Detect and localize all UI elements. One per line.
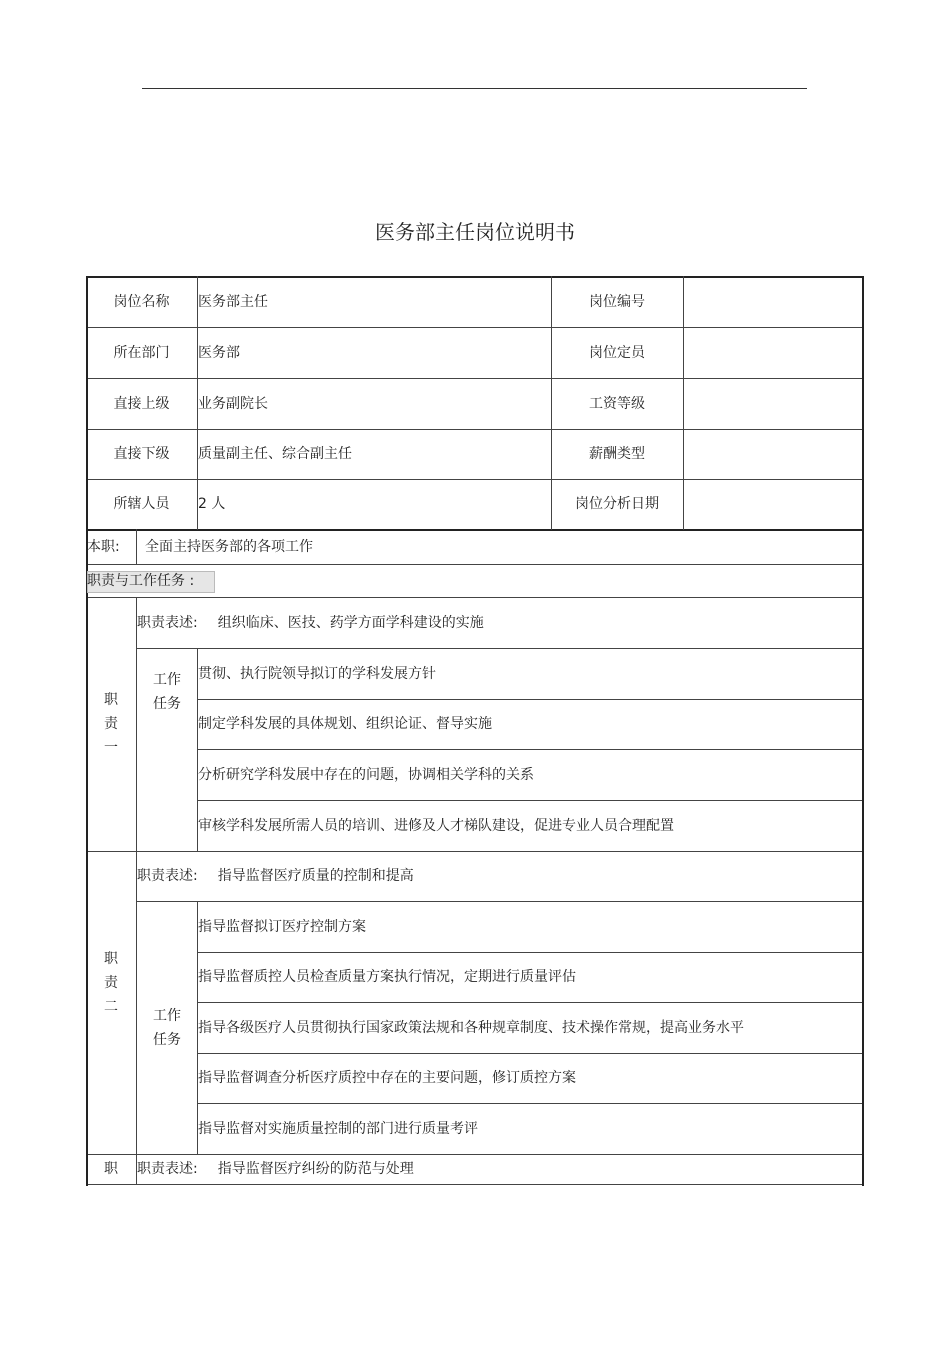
dept-value: 医务部 — [198, 344, 240, 361]
resp3-desc-label: 职责表述: — [137, 1161, 198, 1177]
headcount-value — [684, 327, 862, 378]
salary-grade-value — [684, 378, 862, 429]
table-border-bottom — [86, 1184, 864, 1185]
duty-label: 本职: — [87, 539, 120, 555]
dept-label: 所在部门 — [113, 344, 170, 361]
resp3-side-label: 职 — [104, 1161, 118, 1177]
subordinate-value: 质量副主任、综合副主任 — [198, 446, 352, 462]
resp2-side-char: 二 — [104, 998, 118, 1015]
analysis-date-label: 岗位分析日期 — [575, 496, 659, 512]
page-title: 医务部主任岗位说明书 — [375, 220, 575, 244]
position-name-label: 岗位名称 — [113, 293, 170, 310]
pay-type-label: 薪酬类型 — [589, 446, 645, 462]
salary-grade-label: 工资等级 — [589, 395, 645, 412]
superior-label: 直接上级 — [113, 395, 170, 412]
job-description-table — [86, 276, 864, 1186]
resp2-task-label-line: 任务 — [153, 1031, 181, 1048]
headcount-label: 岗位定员 — [589, 344, 645, 361]
pay-type-value — [684, 429, 862, 479]
resp1-task-label-line: 任务 — [153, 696, 181, 712]
resp1-task-item: 贯彻、执行院领导拟订的学科发展方针 — [198, 665, 436, 682]
duty-value: 全面主持医务部的各项工作 — [145, 539, 313, 555]
resp2-task-item: 指导各级医疗人员贯彻执行国家政策法规和各种规章制度、技术操作常规，提高业务水平 — [198, 1019, 744, 1036]
resp2-task-item: 指导监督拟订医疗控制方案 — [198, 918, 366, 935]
resp2-side-char: 职 — [104, 950, 118, 967]
resp1-side-label — [86, 597, 136, 851]
header-rule — [142, 88, 807, 89]
resp1-task-item: 分析研究学科发展中存在的问题，协调相关学科的关系 — [198, 766, 534, 783]
resp2-task-item: 指导监督对实施质量控制的部门进行质量考评 — [198, 1120, 478, 1137]
superior-value: 业务副院长 — [198, 395, 268, 412]
resp1-task-label-line: 工作 — [153, 672, 181, 688]
resp1-side-char: 职 — [104, 692, 118, 708]
position-no-value — [684, 276, 862, 327]
resp2-desc — [137, 851, 857, 901]
tasks-header: 职责与工作任务 : — [87, 573, 195, 589]
resp1-side-char: 一 — [104, 740, 118, 756]
staff-value: 2 人 — [198, 496, 226, 512]
resp1-task-item: 制定学科发展的具体规划、组织论证、督导实施 — [198, 716, 492, 732]
resp1-task-item: 审核学科发展所需人员的培训、进修及人才梯队建设，促进专业人员合理配置 — [198, 817, 674, 834]
resp3-desc-text: 指导监督医疗纠纷的防范与处理 — [217, 1161, 414, 1177]
resp1-task-label — [137, 648, 197, 724]
resp2-side-label — [86, 851, 136, 1154]
subordinate-label: 直接下级 — [113, 446, 170, 462]
resp2-desc-text: 指导监督医疗质量的控制和提高 — [217, 868, 414, 884]
position-no-label: 岗位编号 — [589, 293, 645, 310]
resp2-task-item: 指导监督调查分析医疗质控中存在的主要问题，修订质控方案 — [198, 1070, 576, 1086]
resp2-task-item: 指导监督质控人员检查质量方案执行情况，定期进行质量评估 — [198, 969, 576, 985]
analysis-date-value — [684, 479, 862, 529]
table-border-right — [862, 276, 864, 1186]
resp3-desc — [137, 1154, 857, 1184]
staff-label: 所辖人员 — [113, 496, 170, 512]
resp1-side-char: 责 — [104, 716, 118, 732]
resp2-desc-label: 职责表述: — [137, 868, 198, 884]
position-name-value: 医务部主任 — [198, 293, 268, 310]
resp2-task-label-line: 工作 — [153, 1007, 181, 1024]
resp2-task-label — [137, 901, 197, 1154]
col-divider — [136, 529, 137, 564]
resp1-desc-text: 组织临床、医技、药学方面学科建设的实施 — [217, 614, 484, 631]
resp1-desc-label: 职责表述: — [137, 614, 198, 631]
resp1-desc — [137, 597, 857, 648]
resp2-side-char: 责 — [104, 974, 118, 991]
